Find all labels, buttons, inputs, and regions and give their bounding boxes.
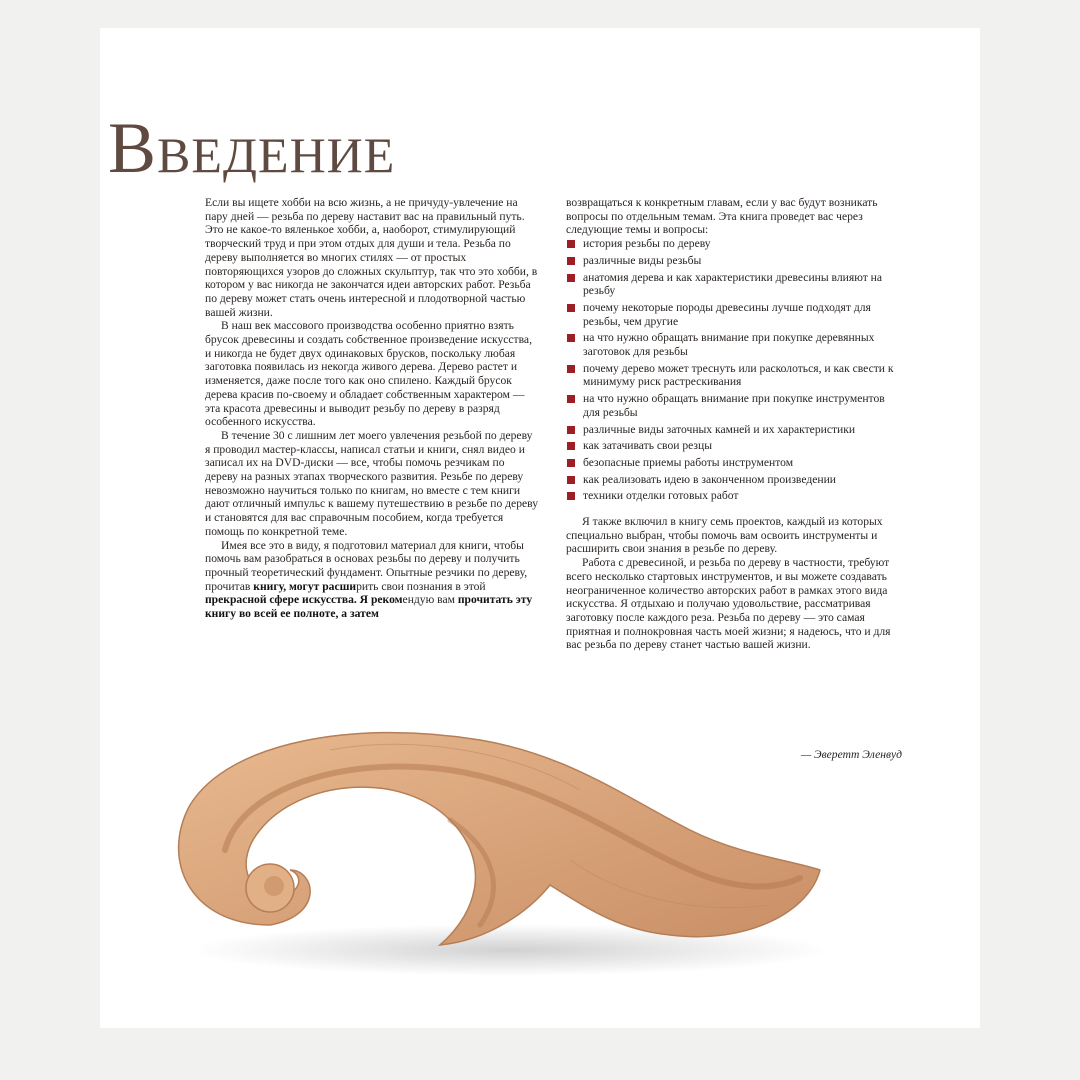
list-item xyxy=(566,489,902,503)
list-item-text: техники отделки готовых работ xyxy=(583,489,739,503)
paragraph-1: Если вы ищете хобби на всю жизнь, а не причуду-увлечение на пару дней — резьба по дереву наставит вас на правильный путь. Это не какое-то вяленькое хобби, а, наоборот, стимулирующий творческий труд и при этом отдых для души и тела. Резьба по дереву выполняется во многих стилях — от простых повторяющихся узоров до сложных скульптур, так что это хобби, в котором у вас никогда не закончатся идеи авторских работ. Резьба по дереву может стать очень интересной и плодотворной частью вашей жизни. xyxy=(205,196,538,319)
bullet-square-icon xyxy=(567,304,575,312)
bullet-square-icon xyxy=(567,426,575,434)
list-item xyxy=(566,237,902,251)
paragraph-4-dark-1: книгу, могут расши xyxy=(253,579,357,593)
list-item-text: различные виды резьбы xyxy=(583,253,702,267)
paragraph-4-mid-2: ендую вам xyxy=(402,593,455,607)
list-item-text: история резьбы по дереву xyxy=(583,237,711,251)
list-item xyxy=(566,439,902,453)
list-item xyxy=(566,473,902,487)
paragraph-3: В течение 30 с лишним лет моего увлечения резьбой по дереву я проводил мастер-классы, написал статьи и книги, снял видео и записал их на DVD-диски — все, чтобы помочь резчикам по дереву на разных этапах творческого развития. Резьбе по дереву невозможно научиться только по книгам, но вместе с тем книги дают отличный импульс к вашему путешествию в резьбе по дереву и становятся для вас справочным пособием, когда требуется помощь по конкретной теме. xyxy=(205,428,539,538)
topics-list xyxy=(566,237,902,503)
left-column xyxy=(205,196,539,621)
bullet-square-icon xyxy=(567,476,575,484)
bullet-square-icon xyxy=(567,492,575,500)
list-item-text: как реализовать идею в законченном произведении xyxy=(583,472,836,486)
bullet-square-icon xyxy=(567,334,575,342)
paragraph-2: В наш век массового производства особенно приятно взять брусок древесины и создать собственное произведение искусства, и никогда не будет двух одинаковых брусков, поскольку любая заготовка появилась из некогда живого дерева. Дерево растет и изменяется, даже после того как оно спилено. Каждый брусок дерева красив по-своему и обладает собственным характером — эта красота древесины и выводит резьбу по дереву в разряд особенного искусства. xyxy=(205,319,532,429)
list-item xyxy=(566,271,902,298)
paragraph-4 xyxy=(205,539,539,621)
paragraph-6: Работа с древесиной, и резьба по дереву в частности, требуют всего несколько стартовых инструментов, и вы можете создавать неограниченное количество авторских работ в рамках этого вида искусства. Я отдыхаю и получаю удовольствие, рассматривая заготовку после каждого реза. Резьба по дереву — это самая приятная и полнокровная часть моей жизни; я надеюсь, что и для вас резьба по дереву станет частью вашей жизни. xyxy=(566,556,891,652)
list-item-text: почему дерево может треснуть или расколоться, и как свести к минимуму риск растрескивания xyxy=(583,361,894,389)
wood-carving-image xyxy=(150,710,840,980)
author-signature: — Эверетт Эленвуд xyxy=(800,748,902,761)
list-item xyxy=(566,331,902,358)
list-item-text: безопасные приемы работы инструментом xyxy=(583,455,794,469)
bullet-square-icon xyxy=(567,240,575,248)
page-title: Введение xyxy=(108,108,396,188)
list-item-text: на что нужно обращать внимание при покупке инструментов для резьбы xyxy=(583,392,885,419)
list-item xyxy=(566,423,902,437)
bullet-square-icon xyxy=(567,442,575,450)
bullet-square-icon xyxy=(567,459,575,467)
paragraph-4-text: Имея все это в виду, я подготовил материал для книги, чтобы помочь вам разобраться в основах резьбы по дереву и получить прочный теоретический фундамент. Опытные резчики по дереву, прочитав xyxy=(205,538,528,593)
paragraph-4-dark-2: прекрасной сфере искусства. Я реком xyxy=(205,593,403,607)
list-item-text: на что нужно обращать внимание при покупке деревянных заготовок для резьбы xyxy=(583,331,875,359)
bullet-square-icon xyxy=(567,365,575,373)
paragraph-5: Я также включил в книгу семь проектов, каждый из которых специально выбран, чтобы помочь вам освоить инструменты и расширить свои знания в резьбе по дереву. xyxy=(566,515,883,556)
list-item-text: анатомия дерева и как характеристики древесины влияют на резьбу xyxy=(583,270,883,298)
list-item xyxy=(566,301,902,328)
list-item xyxy=(566,362,902,389)
list-item-text: различные виды заточных камней и их характеристики xyxy=(583,422,856,436)
right-column xyxy=(566,196,902,652)
list-item-text: как затачивать свои резцы xyxy=(583,439,713,453)
bullet-square-icon xyxy=(567,257,575,265)
paragraph-4-mid-1: рить свои познания в этой xyxy=(356,579,486,593)
bullet-square-icon xyxy=(567,395,575,403)
paragraph-4-dark-3: прочитать эту книгу во всей ее полноте, а затем xyxy=(205,593,533,621)
list-item xyxy=(566,456,902,470)
list-item-text: почему некоторые породы древесины лучше подходят для резьбы, чем другие xyxy=(583,300,871,328)
list-item xyxy=(566,254,902,268)
topics-intro: возвращаться к конкретным главам, если у вас будут возникать вопросы по отдельным темам. Эта книга проведет вас через следующие темы и вопросы: xyxy=(566,196,878,237)
bullet-square-icon xyxy=(567,274,575,282)
list-item xyxy=(566,392,902,419)
